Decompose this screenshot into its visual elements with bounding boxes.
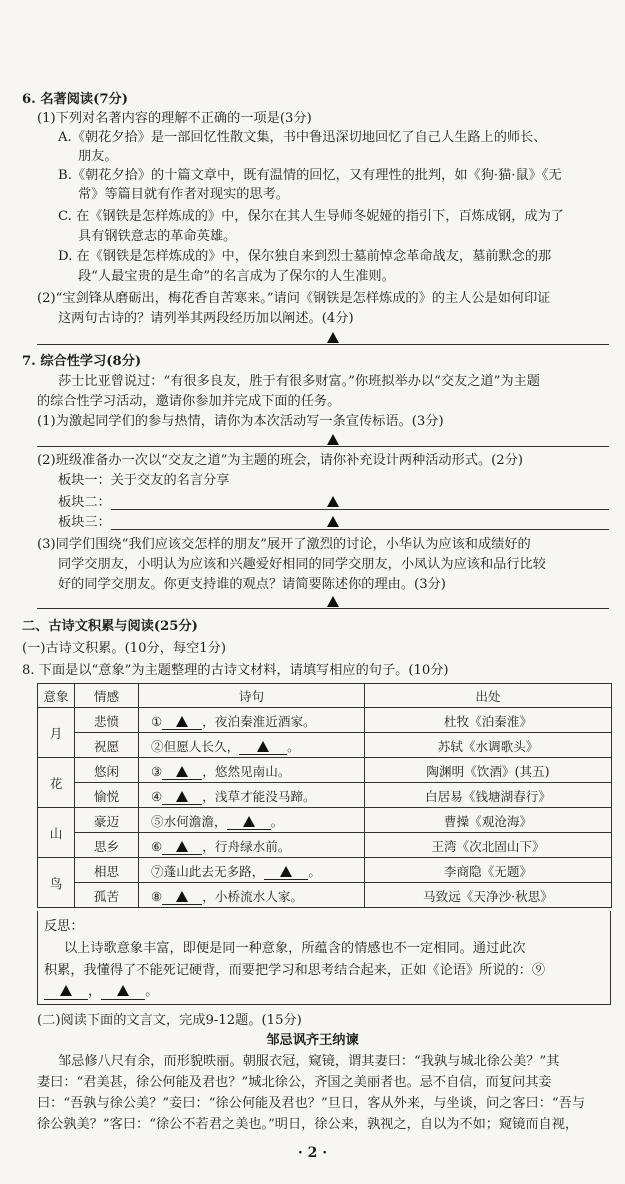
emotion-cell: 豪迈 (75, 808, 139, 833)
q6-sub2-2: 这两句古诗的？请列举其两段经历加以阐述。(4分) (58, 311, 354, 326)
q7-sub3-1: (3)同学们围绕“我们应该交怎样的朋友”展开了激烈的讨论，小华认为应该和成绩好的 (37, 537, 531, 552)
source-cell: 王湾《次北固山下》 (365, 833, 612, 858)
blank-number: ⑤ (151, 813, 164, 829)
verse-cell (139, 783, 365, 808)
reflection-answer: ， 。 (44, 983, 158, 1001)
q8-stem: 8. 下面是以“意象”为主题整理的古诗文材料，请填写相应的句子。(10分) (22, 663, 449, 678)
emotion-cell: 孤苦 (75, 883, 139, 908)
table-header-row (38, 684, 612, 708)
poem-table (37, 683, 612, 908)
answer-triangle-icon (60, 985, 72, 996)
blank-number: ② (151, 738, 164, 754)
verse-post: 。 (270, 813, 284, 829)
verse-cell (139, 858, 365, 883)
q7-intro-2: 的综合性学习活动，邀请你参加并完成下面的任务。 (37, 394, 341, 409)
answer-line (37, 608, 609, 609)
q6-title: 6. 名著阅读(7分) (22, 92, 128, 107)
fill-blank[interactable] (44, 985, 88, 1000)
answer-triangle-icon (176, 716, 188, 727)
answer-triangle-icon (327, 516, 339, 527)
q6-option-c-2: 具有钢铁意志的革命英雄。 (78, 229, 237, 244)
classical-text-line-4: 徐公孰美？”客曰：“徐公不若君之美也。”明日，徐公来，孰视之，自以为不如；窥镜而自视， (37, 1117, 579, 1132)
fill-blank[interactable] (264, 865, 308, 880)
fill-blank[interactable] (162, 840, 202, 855)
verse-cell (139, 808, 365, 833)
source-cell: 苏轼《水调歌头》 (365, 733, 612, 758)
answer-triangle-icon (176, 766, 188, 777)
part2-section2: (二)阅读下面的文言文，完成9-12题。(15分) (37, 1013, 302, 1028)
verse-cell (139, 758, 365, 783)
q6-sub2-1: (2)“宝剑锋从磨砺出，梅花香自苦寒来。”请问《钢铁是怎样炼成的》的主人公是如何印证 (37, 291, 551, 306)
source-cell: 李商隐《无题》 (365, 858, 612, 883)
verse-cell (139, 883, 365, 908)
q6-option-a-2: 朋友。 (78, 149, 118, 164)
table-header-cell: 诗句 (139, 684, 365, 708)
reflection-tail: 。 (145, 984, 159, 999)
q6-option-b-1: B.《朝花夕拾》的十篇文章中，既有温情的回忆，又有理性的批判，如《狗·猫·鼠》《无 (58, 168, 562, 183)
image-cell: 鸟 (38, 858, 75, 908)
fill-blank[interactable] (162, 790, 202, 805)
verse-post: 。 (308, 863, 321, 879)
q6-option-d-1: D. 在《钢铁是怎样炼成的》中，保尔独自来到烈士墓前悼念革命战友，墓前默念的那 (58, 249, 552, 264)
table-header-cell: 出处 (365, 684, 612, 708)
q7-sub3-3: 好的同学交朋友。你更支持谁的观点？请简要陈述你的理由。(3分) (58, 577, 446, 592)
answer-triangle-icon (176, 791, 188, 802)
source-cell: 曹操《观沧海》 (365, 808, 612, 833)
blank-number: ⑥ (151, 838, 163, 854)
answer-triangle-icon (327, 496, 339, 507)
classical-text-title: 邹忌讽齐王纳谏 (266, 1033, 359, 1048)
blank-number: ⑧ (151, 888, 163, 904)
table-row (38, 833, 612, 858)
blank-number: ④ (151, 788, 163, 804)
table-row (38, 783, 612, 808)
table-row (38, 858, 612, 883)
emotion-cell: 相思 (75, 858, 139, 883)
part2-section1: (一)古诗文积累。(10分，每空1分) (22, 641, 226, 656)
verse-post: 。 (287, 738, 300, 754)
answer-triangle-icon (327, 332, 339, 343)
verse-pre: 蓬山此去无多路， (163, 863, 265, 879)
fill-blank[interactable] (162, 765, 202, 780)
verse-cell (139, 708, 365, 733)
table-header-cell: 意象 (38, 684, 75, 708)
answer-triangle-icon (257, 741, 269, 752)
source-cell: 白居易《钱塘湖春行》 (365, 783, 612, 808)
q7-title: 7. 综合性学习(8分) (22, 354, 142, 369)
fill-blank[interactable] (227, 815, 271, 830)
q7-sub3-2: 同学交朋友，小明认为应该和兴趣爱好相同的同学交朋友，小凤认为应该和品行比较 (58, 557, 546, 572)
q7-board3: 板块三： (58, 515, 111, 530)
table-row (38, 808, 612, 833)
answer-line (37, 344, 609, 345)
reflection-box (37, 911, 611, 1005)
fill-blank[interactable] (162, 890, 202, 905)
q6-option-d-2: 段“人最宝贵的是生命”的名言成为了保尔的人生准则。 (78, 269, 395, 284)
answer-line (111, 529, 609, 530)
answer-triangle-icon (176, 841, 188, 852)
answer-triangle-icon (327, 596, 339, 607)
table-row (38, 758, 612, 783)
reflection-label: 反思： (44, 919, 84, 934)
source-cell: 马致远《天净沙·秋思》 (365, 883, 612, 908)
blank-number: ③ (151, 763, 163, 779)
verse-pre: 但愿人长久， (163, 738, 240, 754)
classical-text-line-1: 邹忌修八尺有余，而形貌昳丽。朝服衣冠，窥镜，谓其妻曰：“我孰与城北徐公美？”其 (58, 1054, 560, 1069)
source-cell: 陶渊明《饮酒》(其五) (365, 758, 612, 783)
fill-blank[interactable] (162, 715, 202, 730)
q7-board2: 板块二： (58, 495, 111, 510)
blank-number: ① (151, 713, 163, 729)
q6-sub1: (1)下列对名著内容的理解不正确的一项是(3分) (37, 111, 312, 126)
image-cell: 山 (38, 808, 75, 858)
q7-board1: 板块一：关于交友的名言分享 (58, 473, 230, 488)
q6-option-c-1: C. 在《钢铁是怎样炼成的》中，保尔在其人生导师冬妮娅的指引下，百炼成钢，成为了 (58, 209, 564, 224)
source-cell: 杜牧《泊秦淮》 (365, 708, 612, 733)
table-row (38, 733, 612, 758)
answer-triangle-icon (243, 816, 255, 827)
page-number: · 2 · (297, 1145, 328, 1161)
table-row (38, 883, 612, 908)
answer-line (111, 509, 609, 510)
verse-post: ，夜泊秦淮近酒家。 (202, 713, 316, 729)
classical-text-line-2: 妻曰：“君美甚，徐公何能及君也？”城北徐公，齐国之美丽者也。忌不自信，而复问其妾 (37, 1075, 552, 1090)
q6-option-b-2: 常》等篇目就有作者对现实的思考。 (78, 187, 289, 202)
image-cell: 花 (38, 758, 75, 808)
emotion-cell: 愉悦 (75, 783, 139, 808)
fill-blank[interactable] (239, 740, 287, 755)
answer-triangle-icon (176, 891, 188, 902)
fill-blank[interactable] (101, 985, 145, 1000)
verse-post: ，悠然见南山。 (202, 763, 291, 779)
emotion-cell: 悲愤 (75, 708, 139, 733)
verse-pre: 水何澹澹， (163, 813, 227, 829)
answer-triangle-icon (280, 866, 292, 877)
emotion-cell: 思乡 (75, 833, 139, 858)
image-cell: 月 (38, 708, 75, 758)
emotion-cell: 祝愿 (75, 733, 139, 758)
table-row (38, 708, 612, 733)
answer-line (37, 446, 609, 447)
q7-sub1: (1)为激起同学们的参与热情，请你为本次活动写一条宣传标语。(3分) (37, 414, 444, 429)
part2-title: 二、古诗文积累与阅读(25分) (22, 619, 198, 634)
verse-post: ，行舟绿水前。 (202, 838, 291, 854)
answer-triangle-icon (327, 434, 339, 445)
reflection-line-2: 积累，我懂得了不能死记硬背，而要把学习和思考结合起来，正如《论语》所说的：⑨ (44, 963, 546, 978)
verse-cell (139, 833, 365, 858)
verse-cell (139, 733, 365, 758)
emotion-cell: 悠闲 (75, 758, 139, 783)
table-header-cell: 情感 (75, 684, 139, 708)
answer-triangle-icon (117, 985, 129, 996)
blank-number: ⑦ (151, 863, 164, 879)
verse-post: ，小桥流水人家。 (202, 888, 304, 904)
q7-intro-1: 莎士比亚曾说过：“有很多良友，胜于有很多财富。”你班拟举办以“交友之道”为主题 (58, 374, 540, 389)
reflection-line-1: 以上诗歌意象丰富，即便是同一种意象，所蕴含的情感也不一定相同。通过此次 (64, 941, 526, 956)
q6-option-a-1: A.《朝花夕拾》是一部回忆性散文集，书中鲁迅深切地回忆了自己人生路上的师长、 (58, 130, 547, 145)
verse-post: ，浅草才能没马蹄。 (202, 788, 316, 804)
q7-sub2: (2)班级准备办一次以“交友之道”为主题的班会，请你补充设计两种活动形式。(2分) (37, 453, 524, 468)
classical-text-line-3: 曰：“吾孰与徐公美？”妾曰：“徐公何能及君也？”旦日，客从外来，与坐谈，问之客曰：“吾与 (37, 1096, 586, 1111)
